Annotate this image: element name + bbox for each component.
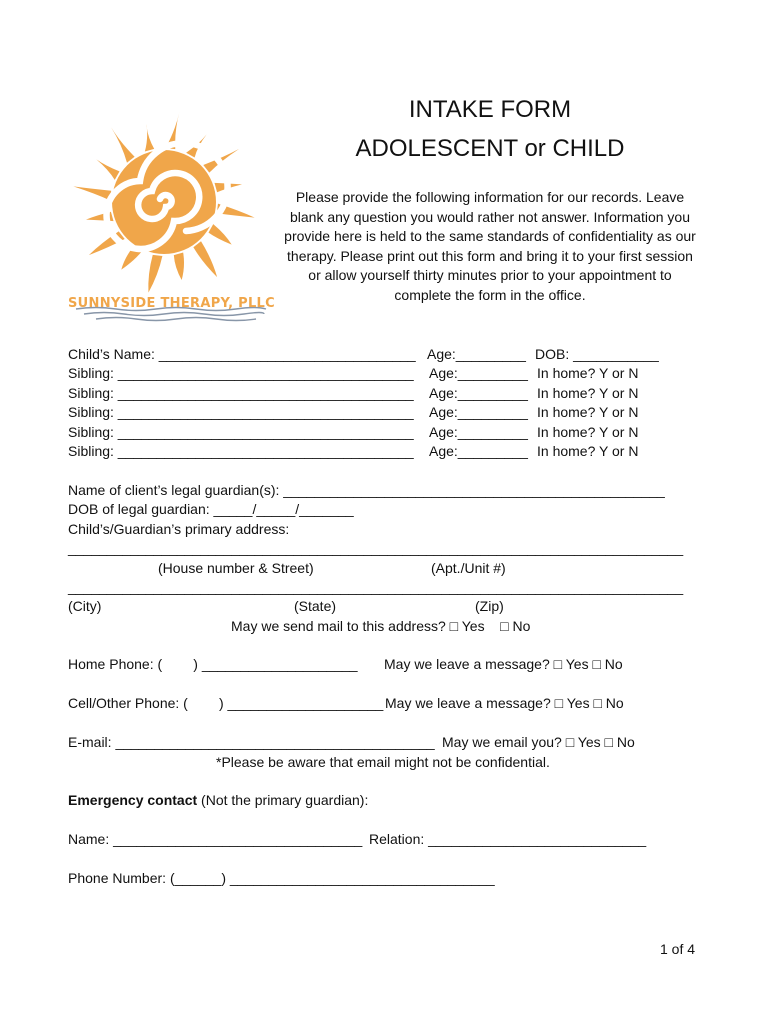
sibling-age-field[interactable]: Age:_________ — [429, 423, 528, 440]
emergency-relation-field[interactable]: Relation: ____________________________ — [369, 831, 647, 847]
guardian-name-field[interactable]: Name of client’s legal guardian(s): _________________________________________________ — [68, 482, 665, 498]
sibling-in-home[interactable]: In home? Y or N — [537, 365, 639, 381]
house-street-label: (House number & Street) — [158, 559, 314, 576]
sibling-age-field[interactable]: Age:_________ — [429, 404, 528, 420]
emergency-phone-field[interactable]: Phone Number: (______) __________________________________ — [68, 870, 495, 886]
sun-ray — [208, 224, 231, 245]
sun-ray — [111, 127, 135, 163]
sibling-in-home[interactable]: In home? Y or N — [537, 443, 639, 459]
sibling-in-home[interactable]: In home? Y or N — [537, 384, 639, 401]
sibling-age-field[interactable]: Age:_________ — [429, 384, 528, 401]
sibling-name-field[interactable]: Sibling: ______________________________________ — [68, 384, 414, 401]
cell-phone-field[interactable]: Cell/Other Phone: ( ) ____________________ — [68, 695, 384, 711]
sun-ray — [193, 241, 217, 277]
apt-unit-label: (Apt./Unit #) — [431, 559, 506, 576]
intro-paragraph: Please provide the following information for our records. Leave blank any question you would rather not answer. Information you provide here is held to the same standards of confidentiality as our therapy. Please print out this form and bring it to your first session or allow yourself thirty minutes prior to your appointment to complete the form in the office. — [284, 189, 696, 303]
sibling-name-field[interactable]: Sibling: ______________________________________ — [68, 365, 414, 381]
email-note: *Please be aware that email might not be confidential. — [216, 753, 550, 770]
emergency-heading-bold: Emergency contact — [68, 792, 198, 808]
cell-phone-message-question[interactable]: May we leave a message? □ Yes □ No — [385, 695, 624, 711]
form-subtitle: ADOLESCENT or CHILD — [355, 135, 625, 162]
city-label: (City) — [68, 598, 102, 614]
mail-question[interactable]: May we send mail to this address? □ Yes □ No — [231, 617, 531, 634]
sibling-name-field[interactable]: Sibling: ______________________________________ — [68, 404, 414, 420]
sun-ray — [174, 252, 184, 280]
home-phone-message-question[interactable]: May we leave a message? □ Yes □ No — [384, 656, 623, 672]
child-name-field[interactable]: Child’s Name: _________________________________ — [68, 346, 416, 362]
sun-ray — [148, 255, 162, 293]
email-question[interactable]: May we email you? □ Yes □ No — [442, 734, 635, 750]
emergency-heading-note: (Not the primary guardian): — [197, 792, 369, 808]
page-number: 1 of 4 — [660, 941, 696, 957]
home-phone-field[interactable]: Home Phone: ( ) ____________________ — [68, 656, 358, 672]
child-age-field[interactable]: Age:_________ — [427, 346, 526, 362]
state-label: (State) — [294, 598, 337, 614]
logo-text: SUNNYSIDE THERAPY, PLLC — [68, 296, 275, 311]
sibling-age-field[interactable]: Age:_________ — [429, 365, 528, 381]
sibling-name-field[interactable]: Sibling: ______________________________________ — [68, 443, 414, 459]
address-label: Child’s/Guardian’s primary address: — [68, 520, 290, 537]
address-street-line[interactable]: _______________________________________________________________________________ — [68, 540, 684, 556]
sibling-in-home[interactable]: In home? Y or N — [537, 404, 639, 420]
sun-ray — [96, 159, 119, 180]
form-title: INTAKE FORM — [408, 96, 572, 123]
guardian-dob-field[interactable]: DOB of legal guardian: _____/_____/_______ — [68, 501, 354, 517]
sunnyside-logo — [62, 112, 276, 327]
child-dob-field[interactable]: DOB: ___________ — [535, 346, 659, 362]
emergency-name-field[interactable]: Name: ________________________________ — [68, 831, 363, 847]
sun-ray — [145, 124, 154, 152]
sun-ray — [73, 186, 111, 200]
address-city-line[interactable]: _______________________________________________________________________________ — [68, 579, 684, 595]
zip-label: (Zip) — [475, 598, 504, 614]
emergency-heading — [68, 791, 368, 809]
sibling-age-field[interactable]: Age:_________ — [429, 443, 528, 459]
sibling-name-field[interactable]: Sibling: ______________________________________ — [68, 423, 414, 440]
email-field[interactable]: E-mail: _________________________________________ — [68, 734, 435, 750]
sibling-in-home[interactable]: In home? Y or N — [537, 423, 639, 440]
